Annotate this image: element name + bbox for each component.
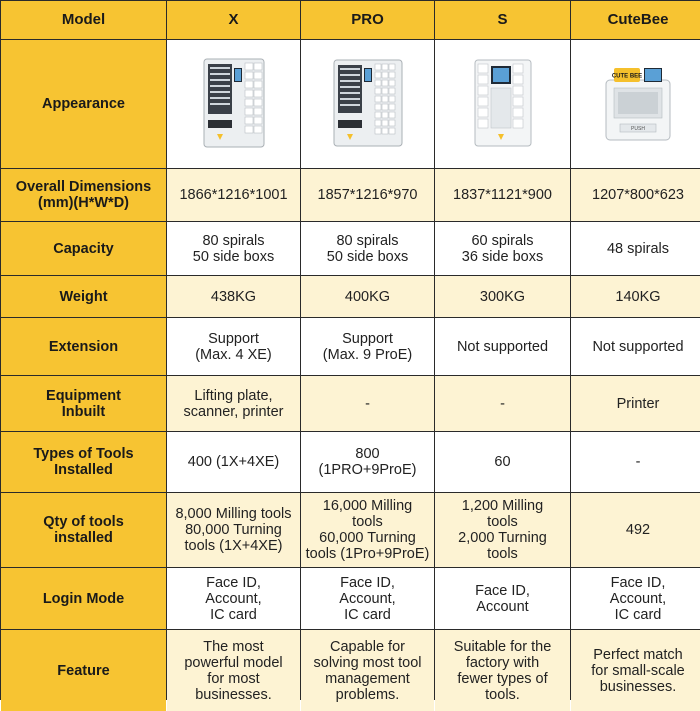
tool-types-pro: 800 (1PRO+9ProE) — [301, 432, 434, 492]
feature-s: Suitable for the factory with fewer types of tools. — [435, 630, 570, 711]
extension-pro: Support (Max. 9 ProE) — [301, 318, 434, 375]
header-model-s: S — [435, 1, 570, 39]
appearance-pro — [301, 40, 434, 168]
weight-x: 438KG — [167, 276, 300, 317]
equipment-s: - — [435, 376, 570, 431]
row-label-tool-types: Types of Tools Installed — [1, 432, 166, 492]
login-s: Face ID, Account — [435, 568, 570, 629]
vending-machine-pro-image — [318, 54, 418, 154]
row-label-weight: Weight — [1, 276, 166, 317]
tool-qty-cutebee: 492 — [571, 493, 700, 567]
appearance-s — [435, 40, 570, 168]
login-cutebee: Face ID, Account, IC card — [571, 568, 700, 629]
weight-pro: 400KG — [301, 276, 434, 317]
capacity-pro: 80 spirals 50 side boxs — [301, 222, 434, 275]
tool-qty-pro: 16,000 Milling tools 60,000 Turning tools (1Pro+9ProE) — [301, 493, 434, 567]
dimensions-s: 1837*1121*900 — [435, 169, 570, 221]
feature-pro: Capable for solving most tool management problems. — [301, 630, 434, 711]
appearance-x — [167, 40, 300, 168]
vending-machine-x-image — [184, 54, 284, 154]
equipment-x: Lifting plate, scanner, printer — [167, 376, 300, 431]
dimensions-x: 1866*1216*1001 — [167, 169, 300, 221]
tool-qty-s: 1,200 Milling tools 2,000 Turning tools — [435, 493, 570, 567]
capacity-cutebee: 48 spirals — [571, 222, 700, 275]
extension-x: Support (Max. 4 XE) — [167, 318, 300, 375]
dimensions-cutebee: 1207*800*623 — [571, 169, 700, 221]
feature-x: The most powerful model for most businesses. — [167, 630, 300, 711]
login-pro: Face ID, Account, IC card — [301, 568, 434, 629]
header-model-pro: PRO — [301, 1, 434, 39]
feature-cutebee: Perfect match for small-scale businesses. — [571, 630, 700, 711]
cutebee-sign-text: CUTE BEE — [611, 73, 643, 80]
tool-qty-x: 8,000 Milling tools 80,000 Turning tools (1X+4XE) — [167, 493, 300, 567]
capacity-s: 60 spirals 36 side boxs — [435, 222, 570, 275]
equipment-cutebee: Printer — [571, 376, 700, 431]
header-model-cutebee: CuteBee — [571, 1, 700, 39]
row-label-appearance: Appearance — [1, 40, 166, 168]
row-label-dimensions: Overall Dimensions (mm)(H*W*D) — [1, 169, 166, 221]
row-label-capacity: Capacity — [1, 222, 166, 275]
weight-cutebee: 140KG — [571, 276, 700, 317]
cutebee-push-text: PUSH — [631, 126, 645, 132]
tool-types-x: 400 (1X+4XE) — [167, 432, 300, 492]
header-model-label: Model — [1, 1, 166, 39]
appearance-cutebee — [571, 40, 700, 168]
extension-s: Not supported — [435, 318, 570, 375]
row-label-equipment: Equipment Inbuilt — [1, 376, 166, 431]
row-label-extension: Extension — [1, 318, 166, 375]
vending-machine-s-image — [453, 54, 553, 154]
extension-cutebee: Not supported — [571, 318, 700, 375]
row-label-feature: Feature — [1, 630, 166, 711]
tool-types-s: 60 — [435, 432, 570, 492]
capacity-x: 80 spirals 50 side boxs — [167, 222, 300, 275]
row-label-tool-qty: Qty of tools installed — [1, 493, 166, 567]
equipment-pro: - — [301, 376, 434, 431]
header-model-x: X — [167, 1, 300, 39]
row-label-login: Login Mode — [1, 568, 166, 629]
dimensions-pro: 1857*1216*970 — [301, 169, 434, 221]
vending-machine-cutebee-image — [588, 54, 688, 154]
weight-s: 300KG — [435, 276, 570, 317]
tool-types-cutebee: - — [571, 432, 700, 492]
login-x: Face ID, Account, IC card — [167, 568, 300, 629]
